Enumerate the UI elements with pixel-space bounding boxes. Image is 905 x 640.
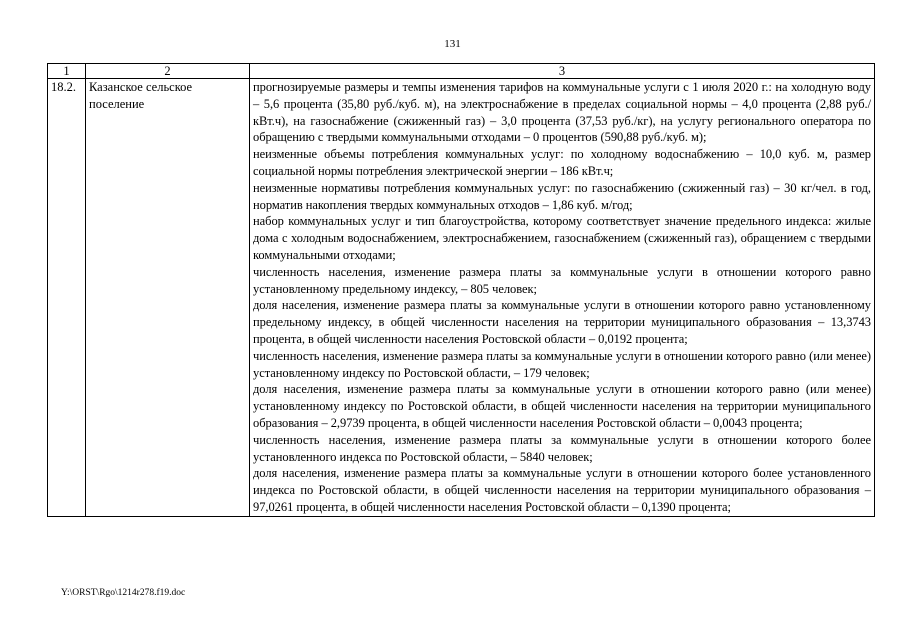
paragraph-share-equal-regional: доля населения, изменение размера платы за коммунальные услуги в отношении которого равно (или менее) установленному индексу по Ростовской области, в общей численности населения на территории муниципального образования – 2,9739 процента, в общей численности населения Ростовской области – 0,0043 процента; <box>253 382 871 430</box>
paragraph-share-equal-limit: доля населения, изменение размера платы за коммунальные услуги в отношении которого равно установленному предельному индексу, в общей численности населения на территории муниципального образования – 13,3743 процента, в общей численности населения Ростовской области – 0,0192 процента; <box>253 298 871 346</box>
tariff-table <box>47 63 875 517</box>
table-header-row <box>48 64 875 79</box>
settlement-name: Казанское сельское поселение <box>86 79 250 517</box>
paragraph-service-set: набор коммунальных услуг и тип благоустройства, которому соответствует значение предельного индекса: жилые дома с холодным водоснабжением, электроснабжением, газоснабжением (сжиженный газ), обращением с твердыми коммунальными отходами; <box>253 214 871 262</box>
page-number: 131 <box>444 38 461 50</box>
row-content <box>250 79 875 517</box>
paragraph-population-equal-limit: численность населения, изменение размера платы за коммунальные услуги в отношении которого равно установленному предельному индексу, – 805 человек; <box>253 264 871 296</box>
paragraph-tariff-forecast: прогнозируемые размеры и темпы изменения тарифов на коммунальные услуги с 1 июля 2020 г.: на холодную воду – 5,6 процента (35,80 руб./куб. м), на электроснабжение в пределах социальной нормы – 4,0 процента (2,88 руб./кВт.ч), на газоснабжение (сжиженный газ) – 3,0 процента (37,53 руб./кг), на услугу регионального оператора по обращению с твердыми коммунальными отходами – 0 процентов (590,88 руб./куб. м); <box>253 80 871 145</box>
column-header-3: 3 <box>250 64 875 79</box>
table-row <box>48 79 875 517</box>
row-number: 18.2. <box>48 79 86 517</box>
paragraph-population-above-regional: численность населения, изменение размера платы за коммунальные услуги в отношении которого более установленного индекса по Ростовской области, – 5840 человек; <box>253 432 871 464</box>
file-path-footer: Y:\ORST\Rgo\1214r278.f19.doc <box>61 588 186 598</box>
paragraph-share-above-regional: доля населения, изменение размера платы за коммунальные услуги в отношении которого более установленного индекса по Ростовской области, в общей численности населения на территории муниципального образования – 97,0261 процента, в общей численности населения Ростовской области – 0,1390 процента; <box>253 466 871 514</box>
column-header-1: 1 <box>48 64 86 79</box>
paragraph-consumption-volumes: неизменные объемы потребления коммунальных услуг: по холодному водоснабжению – 10,0 куб. м, размер социальной нормы потребления электрической энергии – 186 кВт.ч; <box>253 147 871 178</box>
paragraph-consumption-norms: неизменные нормативы потребления коммунальных услуг: по газоснабжению (сжиженный газ) – 30 кг/чел. в год, норматив накопления твердых коммунальных отходов – 1,86 куб. м/год; <box>253 180 871 212</box>
paragraph-population-equal-regional: численность населения, изменение размера платы за коммунальные услуги в отношении которого равно (или менее) установленному индексу по Ростовской области, – 179 человек; <box>253 348 871 380</box>
column-header-2: 2 <box>86 64 250 79</box>
